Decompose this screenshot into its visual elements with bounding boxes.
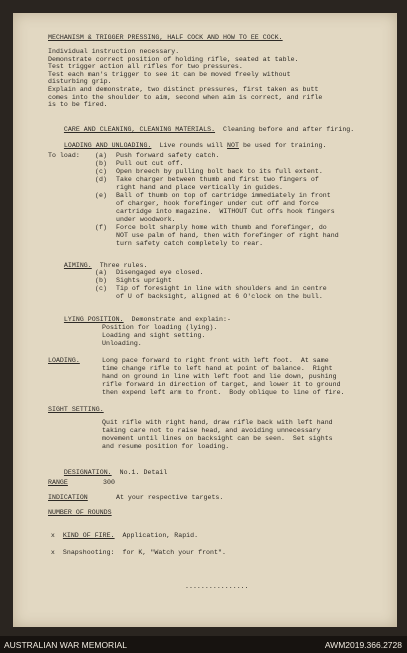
loading-step-text: Take charger between thumb and first two fingers of — [116, 176, 319, 183]
range-label: RANGE — [48, 479, 68, 486]
document-page — [13, 13, 397, 627]
aiming-rule-text: Disengaged eye closed. — [116, 269, 204, 276]
intro-line: Explain and demonstrate, two distinct pressures, first taken as butt — [48, 86, 319, 93]
heading-mechanism: MECHANISM & TRIGGER PRESSING, HALF COCK AND HOW TO EE COCK. — [48, 34, 283, 41]
loading-step-text: Force bolt sharply home with thumb and forefinger, do — [116, 224, 327, 231]
snap-text: Snapshooting: for K, "Watch your front". — [62, 549, 226, 556]
loading-step-text: Pull out cut off. — [116, 160, 184, 167]
care-title: CARE AND CLEANING, CLEANING MATERIALS. — [63, 126, 216, 133]
sight-line: and resume position for loading. — [102, 443, 230, 450]
intro-line: is to be fired. — [48, 101, 108, 109]
aiming-rule-text: Sights upright — [116, 277, 172, 284]
to-load-label: To load: — [48, 152, 80, 159]
aiming-rule-marker: (b) — [95, 277, 107, 284]
snap-mark: x — [50, 549, 55, 556]
rounds-label: NUMBER OF ROUNDS — [48, 509, 112, 516]
loading-step-text: under woodwork. — [116, 216, 176, 223]
indication-label: INDICATION — [48, 494, 88, 501]
lying-text: Demonstrate and explain:- — [131, 316, 231, 323]
loading2-line: time change rifle to left hand at point of balance. Right — [102, 365, 333, 372]
footer-accession: AWM2019.366.2728 — [324, 640, 402, 650]
loading2-line: then expend left arm to front. Body oblique to line of fire. — [102, 389, 345, 396]
care-text: Cleaning before and after firing. — [223, 126, 355, 133]
loading-step-text: Open breech by pulling bolt back to its full extent. — [116, 168, 323, 175]
loading-step-text: Push forward safety catch. — [116, 152, 220, 159]
aiming-rule-text: Tip of foresight in line with shoulders and in centre — [116, 285, 327, 292]
sight-title: SIGHT SETTING. — [48, 406, 104, 413]
loading-step-marker: (a) — [95, 152, 107, 159]
archive-footer — [0, 636, 407, 653]
lying-item: Unloading. — [102, 340, 142, 347]
sight-line: movement until lines on backsight can be seen. Set sights — [102, 435, 333, 442]
loading-step-marker: (b) — [95, 160, 107, 167]
aiming-text: Three rules. — [99, 262, 148, 269]
loading-step-text: Ball of thumb on top of cartridge immediately in front — [116, 192, 331, 199]
fire-label: KIND OF FIRE. — [62, 532, 115, 539]
loading-title: LOADING AND UNLOADING. — [63, 142, 152, 149]
loading-step-marker: (e) — [95, 192, 107, 199]
fire-mark: x — [50, 532, 55, 539]
loading2-line: Long pace forward to right front with left foot. At same — [102, 357, 329, 364]
intro-line: comes into the shoulder to aim, second when aim is correct, and rifle — [48, 93, 323, 101]
intro-line: disturbing grip. — [48, 78, 112, 86]
loading-step-text: of charger, hook forefinger under cut off and force — [116, 200, 319, 207]
loading-step-marker: (c) — [95, 168, 107, 175]
aiming-rule-marker: (c) — [95, 285, 107, 292]
loading-step-marker: (d) — [95, 176, 107, 183]
lying-item: Position for loading (lying). — [102, 324, 218, 331]
designation-label: DESIGNATION. — [63, 469, 112, 476]
lying-title: LYING POSITION. — [63, 316, 124, 323]
intro-line: Individual instruction necessary. — [48, 48, 180, 55]
sight-line: Quit rifle with right hand, draw rifle back with left hand — [102, 419, 333, 426]
designation-value: No.1. Detail — [119, 469, 168, 476]
loading-step-text: cartridge into magazine. WITHOUT Cut offs hook fingers — [116, 208, 335, 215]
loading-text-b: be used for training. — [242, 142, 327, 149]
aiming-title: AIMING. — [63, 262, 92, 269]
loading2-line: hand on ground in line with left foot and lie down, pushing — [102, 373, 337, 380]
intro-line: Demonstrate correct position of holding rifle, seated at table. — [48, 55, 299, 63]
intro-line: Test trigger action all rifles for two pressures. — [48, 63, 243, 71]
snap-row — [35, 542, 226, 563]
footer-institution: AUSTRALIAN WAR MEMORIAL — [4, 640, 127, 650]
lying-item: Loading and sight setting. — [102, 332, 206, 339]
indication-value: At your respective targets. — [116, 494, 224, 501]
loading-step-text: turn safety catch completely to rear. — [116, 240, 264, 247]
loading-step-marker: (f) — [95, 224, 107, 231]
range-value: 300 — [103, 479, 115, 486]
intro-line: Test each man's trigger to see it can be moved freely without — [48, 70, 291, 78]
dotted-separator: ................ — [185, 583, 249, 590]
loading-text-a: Live rounds will — [159, 142, 224, 149]
loading2-line: rifle forward in direction of target, and lower it to ground — [102, 381, 341, 388]
loading-not: NOT — [227, 142, 239, 149]
aiming-rule-text: of U of backsight, aligned at 6 O'clock on the bull. — [116, 293, 323, 300]
loading-step-text: right hand and place vertically in guides. — [116, 184, 284, 191]
loading2-title: LOADING. — [48, 357, 80, 364]
loading-step-text: NOT use palm of hand, then with forefinger of right hand — [116, 232, 339, 239]
sight-line: taking care not to raise head, and avoiding unnecessary — [102, 427, 321, 434]
fire-value: Application, Rapid. — [122, 532, 199, 539]
aiming-rule-marker: (a) — [95, 269, 107, 276]
